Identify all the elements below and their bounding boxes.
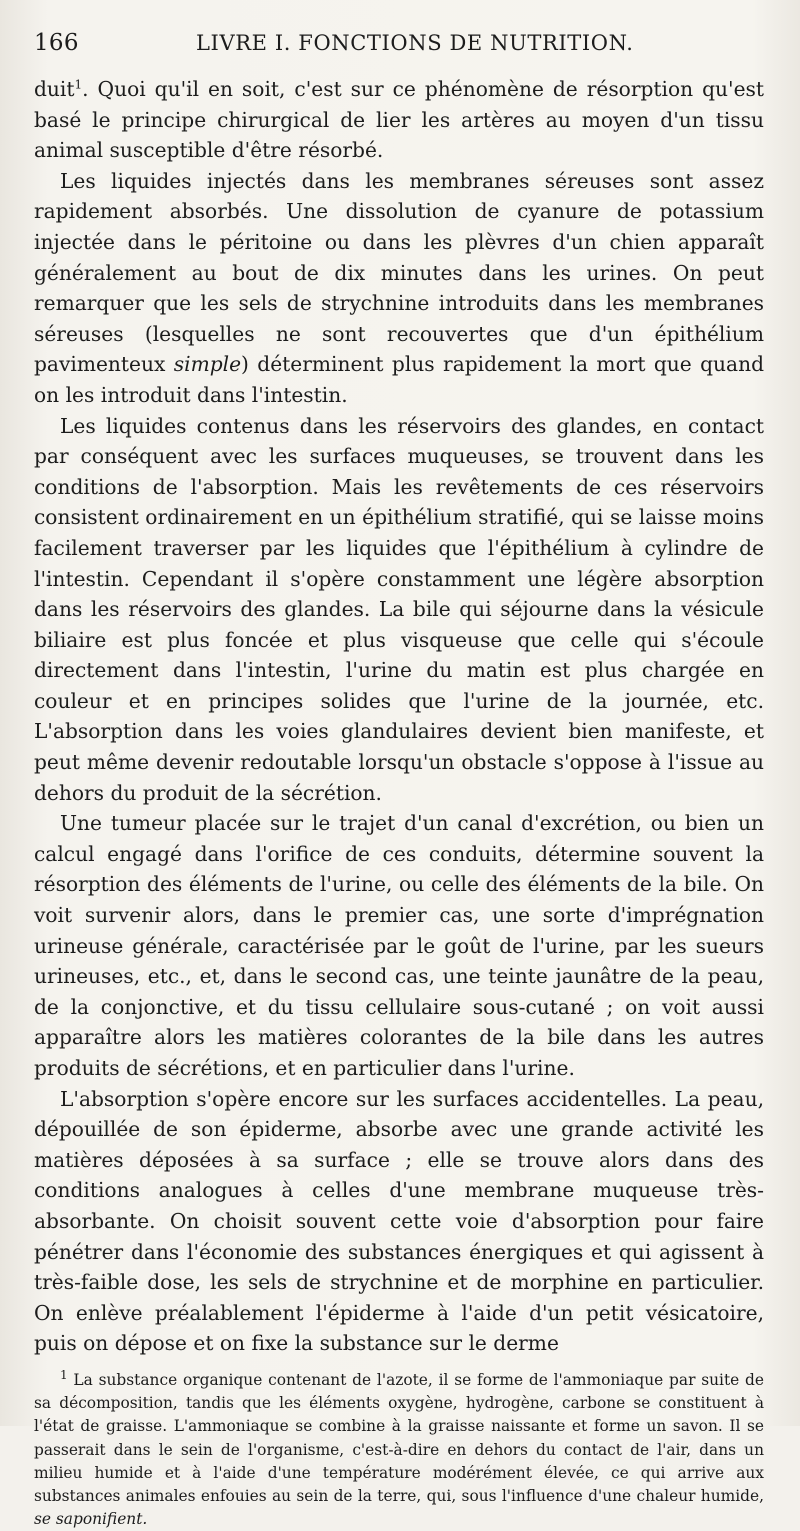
page-header bbox=[34, 30, 764, 74]
paragraph-4: Une tumeur placée sur le trajet d'un canal d'excrétion, ou bien un calcul engagé dans l'orifice de ces conduits, détermine souvent la résorption des éléments de l'urine, ou celle des éléments de la bile. On voit survenir alors, dans le premier cas, une sorte d'imprégnation urineuse générale, caractérisée par le goût de l'urine, par les sueurs urineuses, etc., et, dans le second cas, une teinte jaunâtre de la peau, de la conjonctive, et du tissu cellulaire sous-cutané ; on voit aussi apparaître alors les matières colorantes de la bile dans les autres produits de sécrétions, et en particulier dans l'urine. bbox=[34, 811, 764, 1080]
footnote-italic-end: se saponifient. bbox=[34, 1510, 148, 1529]
running-head: LIVRE I. FONCTIONS DE NUTRITION. bbox=[196, 31, 634, 55]
footnotes bbox=[34, 1369, 764, 1531]
paragraph-1-start: duit bbox=[34, 77, 75, 101]
paragraph-1-rest: . Quoi qu'il en soit, c'est sur ce phénomène de résorption qu'est basé le principe chirurgical de lier les artères au moyen d'un tissu animal susceptible d'être résorbé. bbox=[34, 77, 764, 163]
paragraph-2-rest: ) déterminent plus rapidement la mort que quand on les introduit dans l'intestin. bbox=[34, 352, 764, 407]
page-number: 166 bbox=[34, 30, 79, 56]
paragraph-5: L'absorption s'opère encore sur les surfaces accidentelles. La peau, dépouillée de son épiderme, absorbe avec une grande activité les matières déposées à sa surface ; elle se trouve alors dans des conditions analogues à celles d'une membrane muqueuse très-absorbante. On choisit souvent cette voie d'absorption pour faire pénétrer dans l'économie des substances énergiques et qui agissent à très-faible dose, les sels de strychnine et de morphine en particulier. On enlève préalablement l'épiderme à l'aide d'un petit vésicatoire, puis on dépose et on fixe la substance sur le derme bbox=[34, 1086, 764, 1356]
paragraph-3: Les liquides contenus dans les réservoirs des glandes, en contact par conséquent avec les surfaces muqueuses, se trouvent dans les conditions de l'absorption. Mais les revêtements de ces réservoirs consistent ordinairement en un épithélium stratifié, qui se laisse moins facilement traverser par les liquides que l'épithélium à cylindre de l'intestin. Cependant il s'opère constamment une légère absorption dans les réservoirs des glandes. La bile qui séjourne dans la vésicule biliaire est plus foncée et plus visqueuse que celle qui s'écoule directement dans l'intestin, l'urine du matin est plus chargée en couleur et en principes solides que l'urine de la journée, etc. L'absorption dans les voies glandulaires devient bien manifeste, et peut même devenir redoutable lorsqu'un obstacle s'oppose à l'issue au dehors du produit de la sécrétion. bbox=[34, 413, 764, 805]
body-text bbox=[34, 74, 764, 1359]
paragraph-2-start: Les liquides injectés dans les membranes séreuses sont assez rapidement absorbés. Une dissolution de cyanure de potassium injectée dans le péritoine ou dans les plèvres d'un chien apparaît généralement au bout de dix minutes dans les urines. On peut remarquer que les sels de strychnine introduits dans les membranes séreuses (lesquelles ne sont recouvertes que d'un épithélium pavimenteux bbox=[34, 168, 764, 377]
footnote-marker: 1 bbox=[60, 1367, 68, 1382]
footnote-text: La substance organique contenant de l'azote, il se forme de l'ammoniaque par suite de sa décomposition, tandis que les éléments oxygène, hydrogène, carbone se constituent à l'état de graisse. L'ammoniaque se combine à la graisse naissante et forme un savon. Il se passerait dans le sein de l'organisme, c'est-à-dire en dehors du contact de l'air, dans un milieu humide et à l'aide d'une température modérément élevée, ce qui arrive aux substances animales enfouies au sein de la terre, qui, sous l'influence d'une chaleur humide, bbox=[34, 1370, 764, 1505]
paragraph-2 bbox=[34, 166, 764, 411]
footnote-reference: 1 bbox=[74, 77, 83, 92]
emphasis-simple: simple bbox=[173, 352, 242, 377]
paragraph-1 bbox=[34, 74, 764, 166]
footnote-1 bbox=[34, 1369, 764, 1531]
